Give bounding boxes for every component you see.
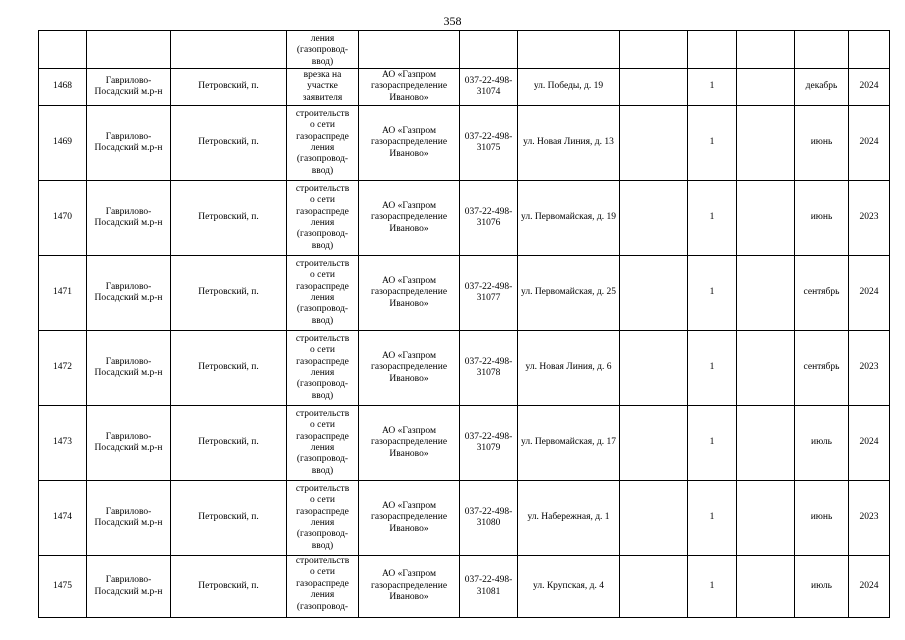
registry-table bbox=[38, 30, 890, 618]
cell-empty bbox=[737, 181, 795, 256]
cell-district: Гаврилово-Посадский м.р-н bbox=[87, 331, 171, 406]
cell-empty bbox=[620, 556, 688, 618]
table-row bbox=[39, 106, 890, 181]
cell-address: ул. Первомайская, д. 17 bbox=[518, 406, 620, 481]
cell-empty bbox=[737, 331, 795, 406]
cell-month: сентябрь bbox=[795, 256, 849, 331]
cell-number: 1475 bbox=[39, 556, 87, 618]
cell-address: ул. Новая Линия, д. 13 bbox=[518, 106, 620, 181]
cell-number: 1470 bbox=[39, 181, 87, 256]
cell-settlement: Петровский, п. bbox=[171, 69, 287, 106]
cell-settlement: Петровский, п. bbox=[171, 181, 287, 256]
cell-empty bbox=[737, 406, 795, 481]
cell-year: 2023 bbox=[849, 331, 890, 406]
page-number: 358 bbox=[443, 14, 462, 28]
cell-work-type: строительств о сети газораспреде ления (газопровод- bbox=[287, 556, 359, 618]
cell-settlement: Петровский, п. bbox=[171, 256, 287, 331]
cell-empty bbox=[795, 31, 849, 69]
cell-work-type: строительств о сети газораспреде ления (газопровод- ввод) bbox=[287, 331, 359, 406]
cell-month: июль bbox=[795, 406, 849, 481]
cell-empty bbox=[737, 69, 795, 106]
cell-year: 2024 bbox=[849, 256, 890, 331]
cell-district: Гаврилово-Посадский м.р-н bbox=[87, 106, 171, 181]
cell-empty bbox=[620, 106, 688, 181]
table-row bbox=[39, 406, 890, 481]
cell-month: июнь bbox=[795, 481, 849, 556]
cell-company: АО «Газпром газораспределение Иваново» bbox=[359, 331, 460, 406]
cell-empty bbox=[737, 31, 795, 69]
cell-empty bbox=[620, 331, 688, 406]
cell-empty bbox=[518, 31, 620, 69]
cell-district: Гаврилово-Посадский м.р-н bbox=[87, 69, 171, 106]
cell-empty bbox=[460, 31, 518, 69]
cell-year: 2024 bbox=[849, 69, 890, 106]
cell-work-type: строительств о сети газораспреде ления (газопровод- ввод) bbox=[287, 481, 359, 556]
cell-empty bbox=[737, 256, 795, 331]
cell-year: 2024 bbox=[849, 106, 890, 181]
table-row bbox=[39, 481, 890, 556]
cell-district: Гаврилово-Посадский м.р-н bbox=[87, 556, 171, 618]
cell-company: АО «Газпром газораспределение Иваново» bbox=[359, 106, 460, 181]
cell-company: АО «Газпром газораспределение Иваново» bbox=[359, 556, 460, 618]
cell-address: ул. Победы, д. 19 bbox=[518, 69, 620, 106]
cell-empty bbox=[620, 69, 688, 106]
cell-code: 037-22-498-31074 bbox=[460, 69, 518, 106]
cell-code: 037-22-498-31076 bbox=[460, 181, 518, 256]
table-row bbox=[39, 556, 890, 618]
cell-code: 037-22-498-31075 bbox=[460, 106, 518, 181]
cell-empty bbox=[87, 31, 171, 69]
table-row bbox=[39, 256, 890, 331]
cell-settlement: Петровский, п. bbox=[171, 406, 287, 481]
cell-quantity: 1 bbox=[688, 556, 737, 618]
cell-address: ул. Первомайская, д. 19 bbox=[518, 181, 620, 256]
cell-year: 2024 bbox=[849, 406, 890, 481]
cell-quantity: 1 bbox=[688, 406, 737, 481]
cell-month: декабрь bbox=[795, 69, 849, 106]
cell-district: Гаврилово-Посадский м.р-н bbox=[87, 406, 171, 481]
cell-month: июнь bbox=[795, 181, 849, 256]
cell-empty bbox=[620, 181, 688, 256]
cell-quantity: 1 bbox=[688, 181, 737, 256]
table-row bbox=[39, 69, 890, 106]
cell-work-fragment: ления (газопровод- ввод) bbox=[287, 31, 359, 69]
cell-number: 1469 bbox=[39, 106, 87, 181]
cell-work-type: строительств о сети газораспреде ления (газопровод- ввод) bbox=[287, 406, 359, 481]
table-row-continued bbox=[39, 31, 890, 69]
cell-work-type: строительств о сети газораспреде ления (газопровод- ввод) bbox=[287, 106, 359, 181]
cell-company: АО «Газпром газораспределение Иваново» bbox=[359, 181, 460, 256]
cell-month: июнь bbox=[795, 106, 849, 181]
table-row bbox=[39, 331, 890, 406]
table-row bbox=[39, 181, 890, 256]
cell-code: 037-22-498-31081 bbox=[460, 556, 518, 618]
cell-district: Гаврилово-Посадский м.р-н bbox=[87, 481, 171, 556]
cell-district: Гаврилово-Посадский м.р-н bbox=[87, 256, 171, 331]
cell-district: Гаврилово-Посадский м.р-н bbox=[87, 181, 171, 256]
cell-empty bbox=[620, 481, 688, 556]
cell-number: 1473 bbox=[39, 406, 87, 481]
cell-month: июль bbox=[795, 556, 849, 618]
cell-year: 2024 bbox=[849, 556, 890, 618]
cell-empty bbox=[620, 31, 688, 69]
cell-work-type: строительств о сети газораспреде ления (газопровод- ввод) bbox=[287, 181, 359, 256]
cell-settlement: Петровский, п. bbox=[171, 481, 287, 556]
cell-code: 037-22-498-31077 bbox=[460, 256, 518, 331]
cell-work-type: строительств о сети газораспреде ления (газопровод- ввод) bbox=[287, 256, 359, 331]
cell-empty bbox=[359, 31, 460, 69]
cell-quantity: 1 bbox=[688, 106, 737, 181]
cell-address: ул. Набережная, д. 1 bbox=[518, 481, 620, 556]
cell-settlement: Петровский, п. bbox=[171, 331, 287, 406]
cell-address: ул. Крупская, д. 4 bbox=[518, 556, 620, 618]
cell-empty bbox=[737, 106, 795, 181]
cell-number: 1468 bbox=[39, 69, 87, 106]
cell-quantity: 1 bbox=[688, 256, 737, 331]
cell-month: сентябрь bbox=[795, 331, 849, 406]
cell-number: 1474 bbox=[39, 481, 87, 556]
cell-code: 037-22-498-31079 bbox=[460, 406, 518, 481]
cell-company: АО «Газпром газораспределение Иваново» bbox=[359, 69, 460, 106]
cell-work-type: врезка на участке заявителя bbox=[287, 69, 359, 106]
cell-year: 2023 bbox=[849, 481, 890, 556]
cell-quantity: 1 bbox=[688, 481, 737, 556]
cell-company: АО «Газпром газораспределение Иваново» bbox=[359, 256, 460, 331]
cell-address: ул. Новая Линия, д. 6 bbox=[518, 331, 620, 406]
cell-number: 1471 bbox=[39, 256, 87, 331]
cell-company: АО «Газпром газораспределение Иваново» bbox=[359, 481, 460, 556]
cell-empty bbox=[737, 556, 795, 618]
cell-empty bbox=[688, 31, 737, 69]
cell-settlement: Петровский, п. bbox=[171, 106, 287, 181]
cell-empty bbox=[39, 31, 87, 69]
cell-number: 1472 bbox=[39, 331, 87, 406]
cell-empty bbox=[620, 256, 688, 331]
cell-quantity: 1 bbox=[688, 331, 737, 406]
cell-year: 2023 bbox=[849, 181, 890, 256]
cell-code: 037-22-498-31080 bbox=[460, 481, 518, 556]
cell-quantity: 1 bbox=[688, 69, 737, 106]
cell-address: ул. Первомайская, д. 25 bbox=[518, 256, 620, 331]
cell-empty bbox=[737, 481, 795, 556]
cell-empty bbox=[849, 31, 890, 69]
cell-code: 037-22-498-31078 bbox=[460, 331, 518, 406]
cell-settlement: Петровский, п. bbox=[171, 556, 287, 618]
cell-empty bbox=[171, 31, 287, 69]
cell-empty bbox=[620, 406, 688, 481]
cell-company: АО «Газпром газораспределение Иваново» bbox=[359, 406, 460, 481]
